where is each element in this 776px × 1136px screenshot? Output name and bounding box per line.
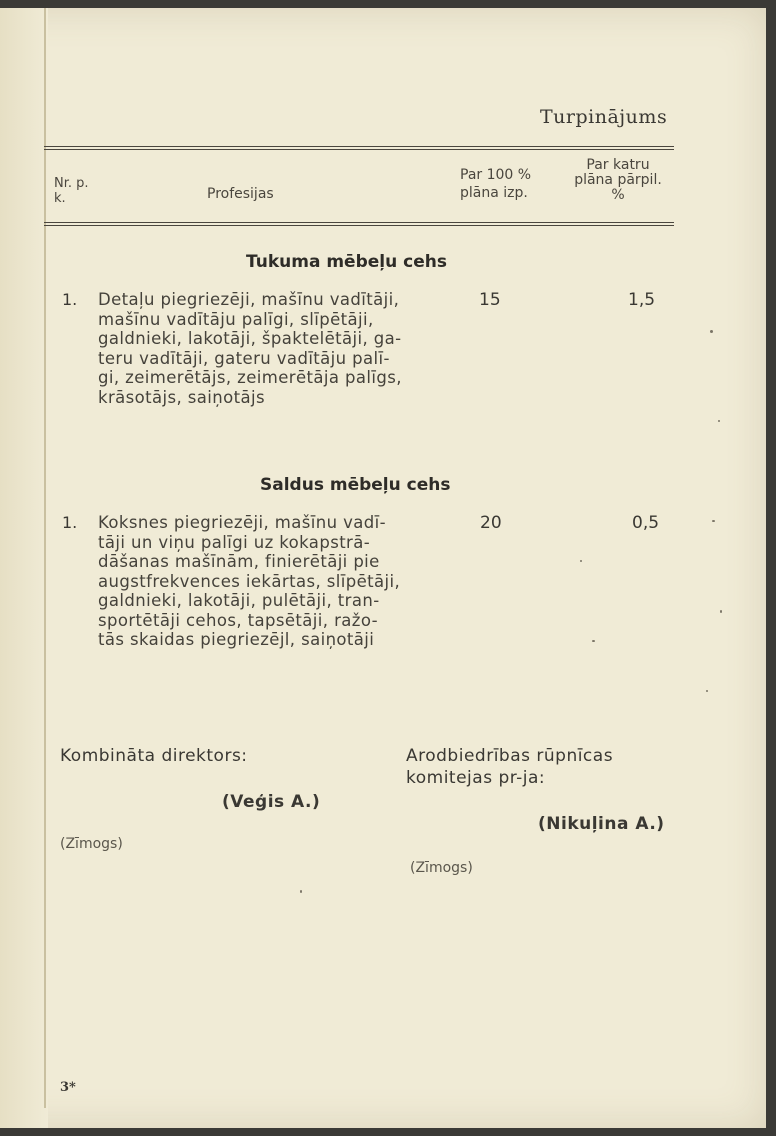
right-signatory-role-line1: Arodbiedrības rūpnīcas [406,746,614,766]
header-nr: Nr. p. k. [54,176,89,206]
print-speck [300,890,302,893]
row-professions: Detaļu piegriezēji, mašīnu vadītāji, mašīnu vadītāju palīgi, slīpētāji, galdnieki, lakotāji, špaktelētāji, ga- teru vadītāji, gateru vadītāju palī- gi, zeimerētājs, zeimerētāja palīgs, krāsotājs, saiņotājs [98,290,402,407]
left-signatory-name: (Veģis A.) [222,792,321,812]
row-per-100: 15 [479,290,501,310]
continuation-label: Turpinājums [540,106,668,128]
row-number: 1. [62,290,78,309]
section-title: Tukuma mēbeļu cehs [246,252,447,272]
left-signatory-role: Kombināta direktors: [60,746,248,766]
row-professions: Koksnes piegriezēji, mašīnu vadī- tāji un viņu palīgi uz kokapstrā- dāšanas mašīnām, finierētāji pie augstfrekvences iekārtas, slīpētāji, galdnieki, lakotāji, pulētāji, tran- sportētāji cehos, tapsētāji, ražo- tās skaidas piegriezējl, saiņotāji [98,513,401,649]
right-signatory-name: (Nikuļina A.) [538,814,665,834]
print-speck [718,420,720,422]
print-speck [720,610,722,613]
left-stamp-label: (Zīmogs) [60,836,123,852]
right-stamp-label: (Zīmogs) [410,860,473,876]
row-per-100: 20 [480,513,502,533]
print-speck [580,560,582,562]
print-speck [710,330,713,333]
header-per-each: Par katru plāna pārpil. % [574,157,662,203]
page-number: 3* [60,1080,76,1095]
print-speck [712,520,715,522]
right-signatory-role-line2: komitejas pr-ja: [406,768,546,788]
page-spine [0,8,48,1128]
table-top-rule [44,146,674,147]
table-header-rule-inner [44,225,674,226]
spine-crease [44,8,46,1108]
table-header-rule [44,222,674,223]
section-title: Saldus mēbeļu cehs [260,475,451,495]
row-per-each: 1,5 [628,290,656,310]
table-top-rule-inner [44,149,674,150]
row-number: 1. [62,513,78,532]
header-per-100: Par 100 % plāna izp. [460,167,532,201]
row-per-each: 0,5 [632,513,660,533]
print-speck [706,690,708,692]
header-profession: Profesijas [207,186,274,202]
print-speck [592,640,595,642]
